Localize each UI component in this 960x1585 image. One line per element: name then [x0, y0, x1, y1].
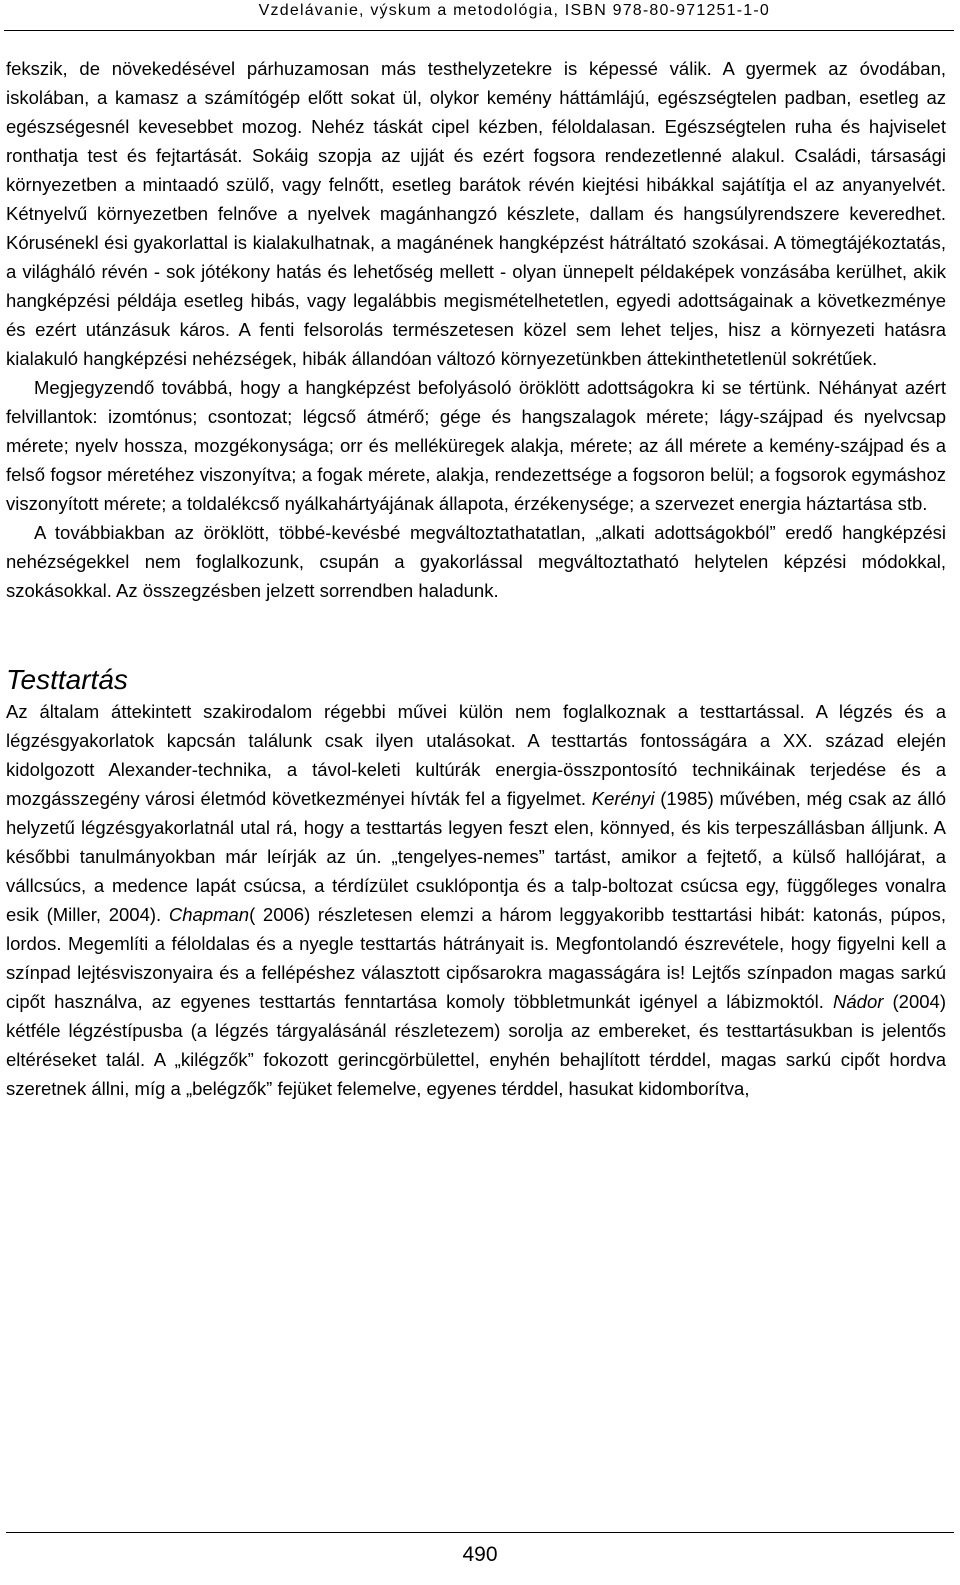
section-text-4: (2004) kétféle légzéstípusba (a légzés tárgyalásánál részletezem) sorolja az embereket, és testtartásukban is jelentős eltéréseket talál. A „kilégzők” fokozott gerincgörbülettel, enyhén behajlított térddel, magas sarkú cipőt hordva szeretnek állni, míg a „belégzők” fejüket felemelve, egyenes térddel, hasukat kidomborítva,: [6, 991, 946, 1099]
section-text-3: ( 2006) részletesen elemzi a három leggyakoribb testtartási hibát: katonás, púpos, lordos. Megemlíti a féloldalas és a nyegle testtartás hátrányait is. Megfontolandó észrevétele, hogy figyelni kell a színpad lejtésviszonyaira és a fellépéshez választott cipősarokra magasságára is! Lejtős színpadon magas sarkú cipőt használva, az egyenes testtartás fenntartása komoly többletmunkát igényel a lábizmoktól.: [6, 904, 946, 1012]
page-number: 490: [462, 1543, 498, 1566]
intro-paragraph: fekszik, de növekedésével párhuzamosan más testhelyzetekre is képessé válik. A gyermek az óvodában, iskolában, a kamasz a számítógép előtt sokat ül, olykor kemény háttámlájú, egészségtelen padban, esetleg az egészségesnél kevesebbet mozog. Nehéz táskát cipel kézben, féloldalasan. Egészségtelen ruha és hajviselet ronthatja test és fejtartását. Sokáig szopja az ujját és ezért fogsora rendezetlenné alakul. Családi, társasági környezetben a mintaadó szülő, vagy felnőtt, esetleg barátok révén kiejtési hibákkal sajátítja el az anyanyelvét. Kétnyelvű környezetben felnőve a nyelvek magánhangzó készlete, dallam és hangsúlyrendszere keveredhet. Kórusénekl ési gyakorlattal is kialakulhatnak, a magánének hangképzést hátráltató szokásai. A tömegtájékoztatás, a világháló révén - sok jótékony hatás és lehetőség mellett - olyan ünnepelt példaképek vonzásába kerülhet, akik hangképzési példája esetleg hibás, vagy legalábbis megismételhetetlen, egyedi adottságainak a következménye és ezért utánzásuk káros. A fenti felsorolás természetesen közel sem lehet teljes, hisz a környezeti hatásra kialakuló hangképzési nehézségek, hibák állandóan változó környezetünkben áttekinthetetlenül sokrétűek.: [6, 58, 946, 369]
page-body: [6, 54, 946, 1103]
scope-paragraph: A továbbiakban az öröklött, többé-kevésbé megváltoztathatatlan, „alkati adottságokból” eredő hangképzési nehézségekkel nem foglalkozunk, csupán a gyakorlással megváltoztatható helytelen képzési módokkal, szokásokkal. Az összegzésben jelzett sorrendben haladunk.: [6, 522, 946, 601]
author-nador: Nádor: [833, 991, 884, 1012]
running-header: Vzdelávanie, výskum a metodológia, ISBN 978-80-971251-1-0: [258, 2, 770, 19]
author-kerenyi: Kerényi: [591, 788, 655, 809]
section-text-2: (1985) művében, még csak az álló helyzetű légzésgyakorlatnál utal rá, hogy a testtartás legyen feszt elen, könnyed, és kis terpeszállásban álljunk. A későbbi tanulmányokban már leírják az ún. „tengelyes-nemes” tartást, amikor a fejtető, a külső hallójárat, a vállcsúcs, a medence lapát csúcsa, a térdízület csuklópontja és a talp-boltozat csúcsa egy, függőleges vonalra esik (Miller, 2004).: [6, 788, 947, 925]
section-paragraph: [6, 697, 946, 1103]
author-chapman: Chapman: [168, 904, 250, 925]
section-text-1: Az általam áttekintett szakirodalom régebbi művei külön nem foglalkoznak a testtartással. A légzés és a légzésgyakorlatok kapcsán találunk csak ilyen utalásokat. A testtartás fontosságára a XX. század elején kidolgozott Alexander-technika, a távol-keleti kultúrák energia-összpontosító technikáinak terjedése és a mozgásszegény városi életmód következményei hívták fel a figyelmet.: [6, 701, 946, 809]
section-title: Testtartás: [6, 664, 128, 695]
heredity-paragraph: Megjegyzendő továbbá, hogy a hangképzést befolyásoló öröklött adottságokra ki se tértünk. Néhányat azért felvillantok: izomtónus; csontozat; légcső átmérő; gége és hangszalagok mérete; lágy-szájpad és nyelvcsap mérete; nyelv hossza, mozgékonysága; orr és melléküregek alakja, mérete; az áll mérete a kemény-szájpad és a felső fogsor méretéhez viszonyítva; a fogak mérete, alakja, rendezettsége a fogsoron belül; a fogsorok egymáshoz viszonyított mérete; a toldalékcső nyálkahártyájának állapota, érzékenysége; a szervezet energia háztartása stb.: [6, 377, 946, 514]
header-rule: [4, 30, 954, 31]
footer-rule: [6, 1532, 954, 1533]
